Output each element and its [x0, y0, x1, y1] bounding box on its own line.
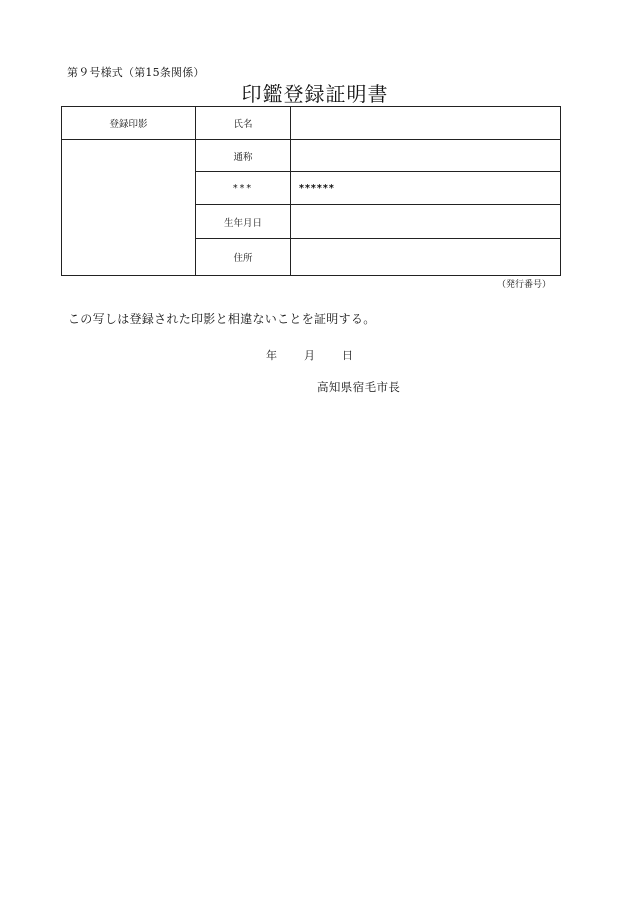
certificate-table — [61, 106, 561, 276]
document-title: 印鑑登録証明書 — [241, 82, 389, 106]
registered-seal-box — [62, 140, 196, 276]
issuer-name: 高知県宿毛市長 — [317, 380, 401, 394]
form-number: 第９号様式（第15条関係） — [67, 66, 205, 79]
table-row-name — [62, 107, 561, 140]
address-label: 住所 — [196, 239, 291, 276]
date-month: 月 — [304, 349, 315, 362]
name-value — [291, 107, 561, 140]
address-value — [291, 239, 561, 276]
masked-value: ****** — [291, 172, 561, 205]
alias-label: 通称 — [196, 140, 291, 172]
masked-label: *** — [196, 172, 291, 205]
date-day: 日 — [342, 349, 353, 362]
alias-value — [291, 140, 561, 172]
birthdate-label: 生年月日 — [196, 205, 291, 239]
table-row-alias — [62, 140, 561, 172]
date-year: 年 — [266, 349, 277, 362]
date-line — [266, 347, 353, 363]
issue-number-label: （発行番号） — [496, 280, 551, 290]
name-label: 氏名 — [196, 107, 291, 140]
registered-seal-header: 登録印影 — [62, 107, 196, 140]
certification-statement: この写しは登録された印影と相違ないことを証明する。 — [68, 312, 376, 326]
birthdate-value — [291, 205, 561, 239]
